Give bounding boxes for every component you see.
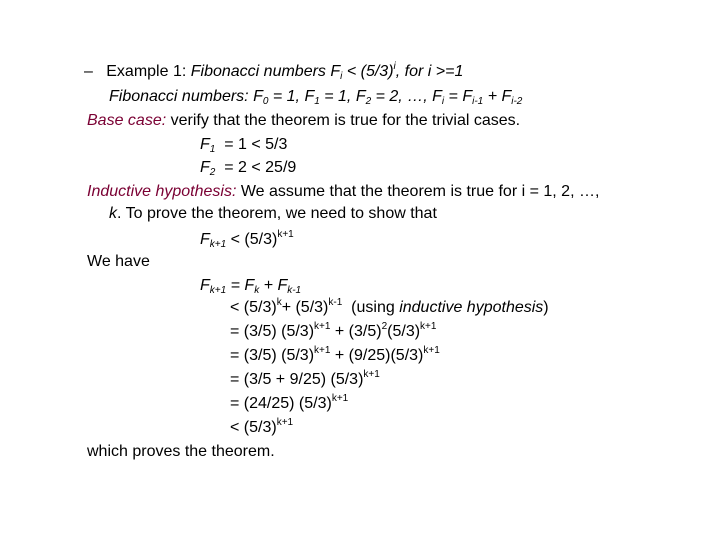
fibonacci-definition: Fibonacci numbers: $F_0 = 1$, $F_1 = 1$, $F_2 = 2$, …, $F_i = F_{i-1} + F_{i-2}$ [109,88,523,107]
example-line [84,61,464,82]
base-case-line [87,113,520,129]
inductive-hypothesis-continuation: k. To prove the theorem, we need to show that [109,205,437,222]
bullet-dash: – [84,63,93,80]
example-title: Fibonacci numbers $F_i < (5/3)^i$, for i >=1 [190,61,464,82]
base-case-f2: $F_2 = 2 < 25/9$ [200,159,297,178]
base-case-f1: $F_1 = 1 < 5/3$ [200,136,288,155]
proof-step-2: = (3/5) $(5/3)^{k+1} + (3/5)^2(5/3)^{k+1}$ [230,321,437,340]
proof-step-5: = (24/25) $(5/3)^{k+1}$ [230,393,349,412]
example-lead: Example 1: [106,63,187,80]
proof-step-6: < $(5/3)^{k+1}$ [230,417,294,436]
proof-step-0: $F_{k+1} = F_k + F_{k-1}$ [200,277,302,296]
base-case-text: verify that the theorem is true for the trivial cases. [166,112,521,129]
inductive-hypothesis-text: We assume that the theorem is true for i = 1, 2, …, [236,183,600,200]
goal-inequality: $F_{k+1} < (5/3)^{k+1}$ [200,229,294,250]
inductive-hypothesis-label: Inductive hypothesis: [87,183,237,200]
conclusion-text: which proves the theorem. [87,443,275,460]
proof-step-1: < $(5/3)^k+ (5/3)^{k-1}$ (using inductive hypothesis) [230,297,549,316]
proof-step-3: = (3/5) $(5/3)^{k+1} + (9/25)(5/3)^{k+1}$ [230,345,440,364]
proof-step-4: = (3/5 + 9/25) $(5/3)^{k+1}$ [230,369,380,388]
we-have-label: We have [87,253,150,270]
inductive-hypothesis-line [87,184,599,200]
base-case-label: Base case: [87,112,167,129]
